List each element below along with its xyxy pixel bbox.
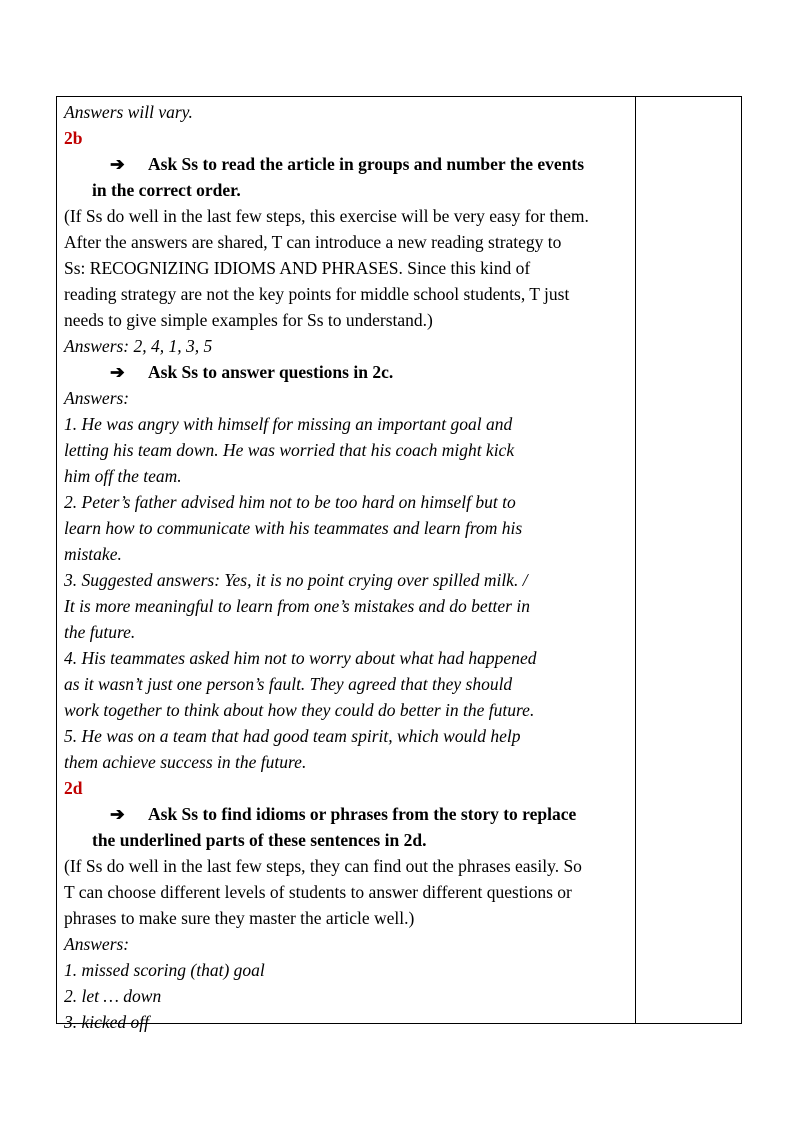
arrow-bullet-icon: ➔ [110, 154, 125, 174]
lesson-table [56, 96, 742, 1032]
answer-2d-line: 2. let … down [64, 986, 162, 1006]
note-2d-line: T can choose different levels of students to answer different questions or [64, 882, 572, 902]
answer-2c-line: learn how to communicate with his teammates and learn from his [64, 518, 523, 538]
lesson-content-cell [64, 99, 629, 1035]
task-2d-line2: the underlined parts of these sentences in 2d. [92, 830, 427, 850]
note-2b-line: Ss: RECOGNIZING IDIOMS AND PHRASES. Since this kind of [64, 258, 531, 278]
arrow-bullet-icon: ➔ [110, 362, 125, 382]
answers-2b: Answers: 2, 4, 1, 3, 5 [64, 336, 213, 356]
note-2d-line: (If Ss do well in the last few steps, they can find out the phrases easily. So [64, 856, 582, 876]
answer-2c-line: 1. He was angry with himself for missing an important goal and [64, 414, 513, 434]
task-2b-text: Ask Ss to read the article in groups and number the events [148, 154, 585, 174]
section-heading-2d: 2d [64, 778, 83, 798]
answer-2c-line: the future. [64, 622, 136, 642]
answer-2c-line: him off the team. [64, 466, 182, 486]
answer-2c-line: It is more meaningful to learn from one’s mistakes and do better in [64, 596, 530, 616]
answer-2d-line: 3. kicked off [64, 1012, 150, 1032]
task-2b-line1 [64, 151, 629, 177]
section-heading-2b: 2b [64, 128, 83, 148]
answer-2c-line: them achieve success in the future. [64, 752, 307, 772]
note-2b-line: (If Ss do well in the last few steps, this exercise will be very easy for them. [64, 206, 589, 226]
answer-2c-line: as it wasn’t just one person’s fault. They agreed that they should [64, 674, 513, 694]
task-2d-line1 [64, 801, 629, 827]
task-2d-text: Ask Ss to find idioms or phrases from the story to replace [148, 804, 577, 824]
arrow-bullet-icon: ➔ [110, 804, 125, 824]
answer-2d-line: 1. missed scoring (that) goal [64, 960, 265, 980]
answer-2c-line: 3. Suggested answers: Yes, it is no point crying over spilled milk. / [64, 570, 528, 590]
answer-2c-line: letting his team down. He was worried that his coach might kick [64, 440, 515, 460]
column-divider [635, 97, 636, 1023]
task-2c-text: Ask Ss to answer questions in 2c. [148, 362, 394, 382]
answers-2d-label: Answers: [64, 934, 130, 954]
answers-label: Answers: [64, 388, 130, 408]
note-2b-line: reading strategy are not the key points for middle school students, T just [64, 284, 570, 304]
answer-2c-line: work together to think about how they could do better in the future. [64, 700, 535, 720]
task-2c [64, 359, 629, 385]
answer-2c-line: 2. Peter’s father advised him not to be too hard on himself but to [64, 492, 516, 512]
answer-2c-line: 5. He was on a team that had good team spirit, which would help [64, 726, 521, 746]
note-2d-line: phrases to make sure they master the article well.) [64, 908, 415, 928]
answer-2c-line: mistake. [64, 544, 122, 564]
note-2b-line: needs to give simple examples for Ss to understand.) [64, 310, 433, 330]
note-2b-line: After the answers are shared, T can introduce a new reading strategy to [64, 232, 562, 252]
task-2b-line2: in the correct order. [92, 180, 241, 200]
answers-vary: Answers will vary. [64, 102, 193, 122]
answer-2c-line: 4. His teammates asked him not to worry about what had happened [64, 648, 537, 668]
